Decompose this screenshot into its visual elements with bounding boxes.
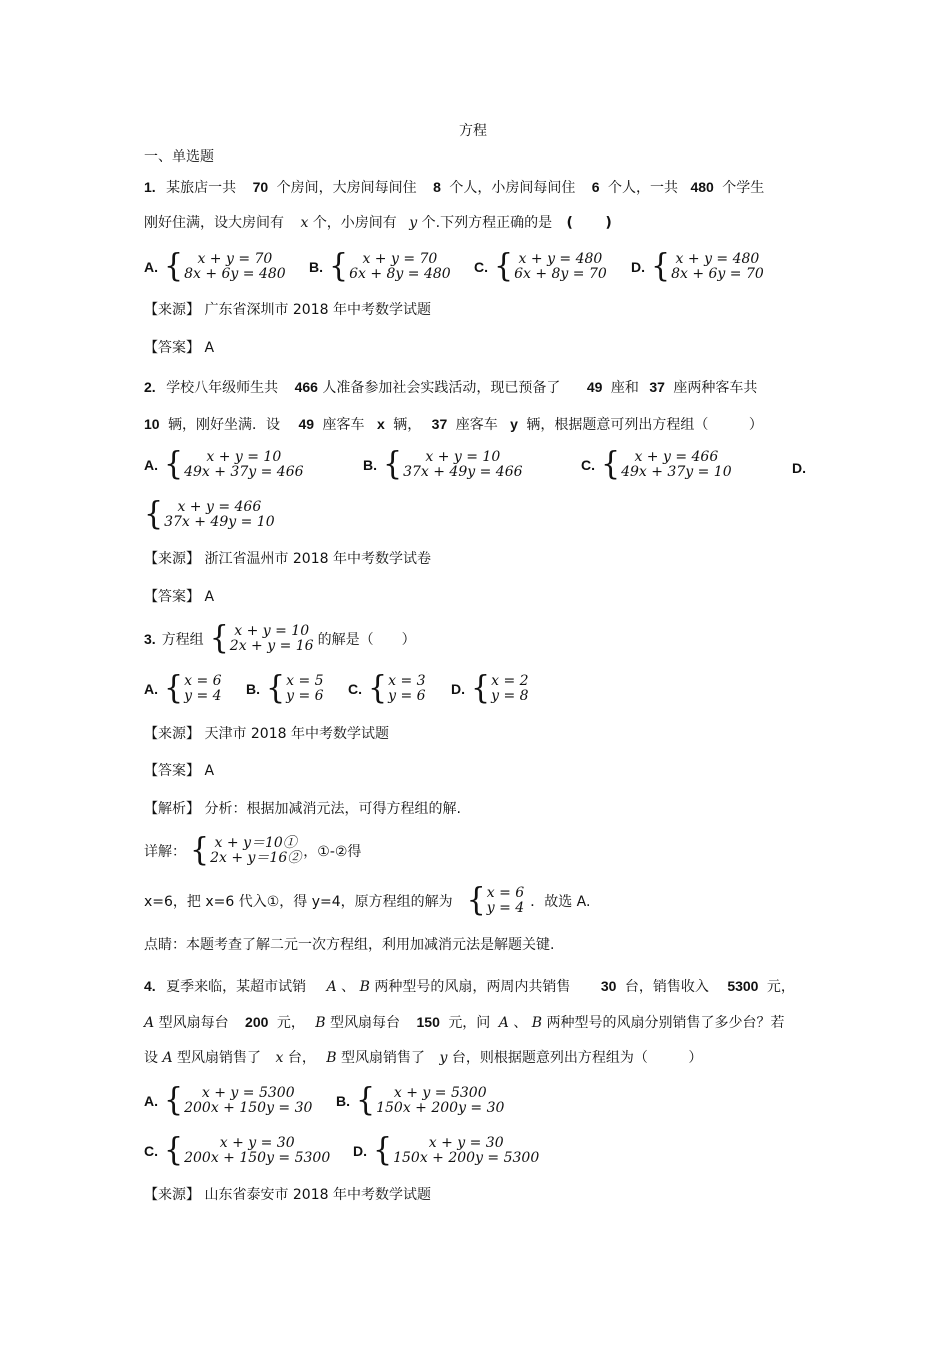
- section-heading: 一、单选题: [144, 149, 214, 165]
- question-4-number: 4.: [144, 978, 156, 994]
- question-3-number: 3.: [144, 631, 156, 647]
- question-1-line-2: 刚好住满，设大房间有 x 个，小房间有 y 个.下列方程正确的是 ( ): [144, 215, 612, 231]
- question-3-analysis: 【解析】 分析：根据加减消元法，可得方程组的解.: [144, 801, 461, 817]
- question-2-option-d[interactable]: { x + y = 466 37x + 49y = 10: [144, 496, 275, 533]
- question-4-option-c[interactable]: C. { x + y = 30 200x + 150y = 5300: [144, 1132, 331, 1169]
- question-1-line-1: 1. 某旅店一共 70 个房间，大房间每间住 8 个人，小房间每间住 6 个人，一共 480 个学生: [144, 179, 765, 196]
- question-4-line-2: A 型风扇每台 200 元， B 型风扇每台 150 元，问 A 、 B 两种型号的风扇分别销售了多少台？若: [144, 1014, 785, 1031]
- question-4-source: 【来源】 山东省泰安市 2018 年中考数学试题: [144, 1187, 431, 1203]
- question-2-number: 2.: [144, 379, 156, 395]
- question-3-comment: 点睛：本题考查了解二元一次方程组，利用加减消元法是解题关键.: [144, 937, 555, 953]
- question-4-option-d[interactable]: D. { x + y = 30 150x + 200y = 5300: [353, 1132, 540, 1169]
- question-4-option-b[interactable]: B. { x + y = 5300 150x + 200y = 30: [336, 1082, 505, 1119]
- question-1-option-d[interactable]: D. { x + y = 480 8x + 6y = 70: [631, 248, 764, 285]
- question-1-answer: 【答案】 A: [144, 340, 215, 356]
- question-3-answer: 【答案】 A: [144, 763, 215, 779]
- question-3-option-b[interactable]: B. { x = 5 y = 6: [246, 670, 324, 707]
- question-1-option-a[interactable]: A. { x + y = 70 8x + 6y = 480: [144, 248, 286, 285]
- question-1-option-c[interactable]: C. { x + y = 480 6x + 8y = 70: [474, 248, 607, 285]
- question-4-option-a[interactable]: A. { x + y = 5300 200x + 150y = 30: [144, 1082, 313, 1119]
- question-4-line-3: 设 A 型风扇销售了 x 台， B 型风扇销售了 y 台，则根据题意列出方程组为（ ）: [144, 1050, 703, 1066]
- question-3-source: 【来源】 天津市 2018 年中考数学试题: [144, 726, 389, 742]
- question-2-option-b[interactable]: B. { x + y = 10 37x + 49y = 466: [363, 446, 523, 483]
- question-3-solution: x=6，把 x=6 代入①，得 y=4，原方程组的解为 { x = 6 y = 4 ．故选 A.: [144, 882, 591, 919]
- question-2-source: 【来源】 浙江省温州市 2018 年中考数学试卷: [144, 551, 431, 567]
- question-2-option-d-label[interactable]: D.: [792, 460, 806, 476]
- question-3-stem: 3. 方程组 { x + y = 10 2x + y = 16 的解是（ ）: [144, 620, 416, 657]
- question-2-line-2: 10 辆，刚好坐满．设 49 座客车 x 辆， 37 座客车 y 辆，根据题意可列出方程组（ ）: [144, 416, 763, 433]
- question-1-source: 【来源】 广东省深圳市 2018 年中考数学试题: [144, 302, 431, 318]
- question-3-option-d[interactable]: D. { x = 2 y = 8: [451, 670, 529, 707]
- question-4-line-1: 4. 夏季来临，某超市试销 A 、 B 两种型号的风扇，两周内共销售 30 台，销售收入 5300 元，: [144, 978, 795, 995]
- question-1-option-b[interactable]: B. { x + y = 70 6x + 8y = 480: [309, 248, 451, 285]
- question-3-detail: 详解： { x + y＝10① 2x + y＝16② ，①-②得: [144, 832, 362, 869]
- question-2-answer: 【答案】 A: [144, 589, 215, 605]
- question-3-option-a[interactable]: A. { x = 6 y = 4: [144, 670, 222, 707]
- question-2-option-c[interactable]: C. { x + y = 466 49x + 37y = 10: [581, 446, 732, 483]
- question-2-option-a[interactable]: A. { x + y = 10 49x + 37y = 466: [144, 446, 304, 483]
- question-3-option-c[interactable]: C. { x = 3 y = 6: [348, 670, 426, 707]
- question-1-number: 1.: [144, 179, 156, 195]
- page-title: 方程: [459, 123, 487, 139]
- question-2-line-1: 2. 学校八年级师生共 466 人准备参加社会实践活动，现已预备了 49 座和 37 座两种客车共: [144, 379, 758, 396]
